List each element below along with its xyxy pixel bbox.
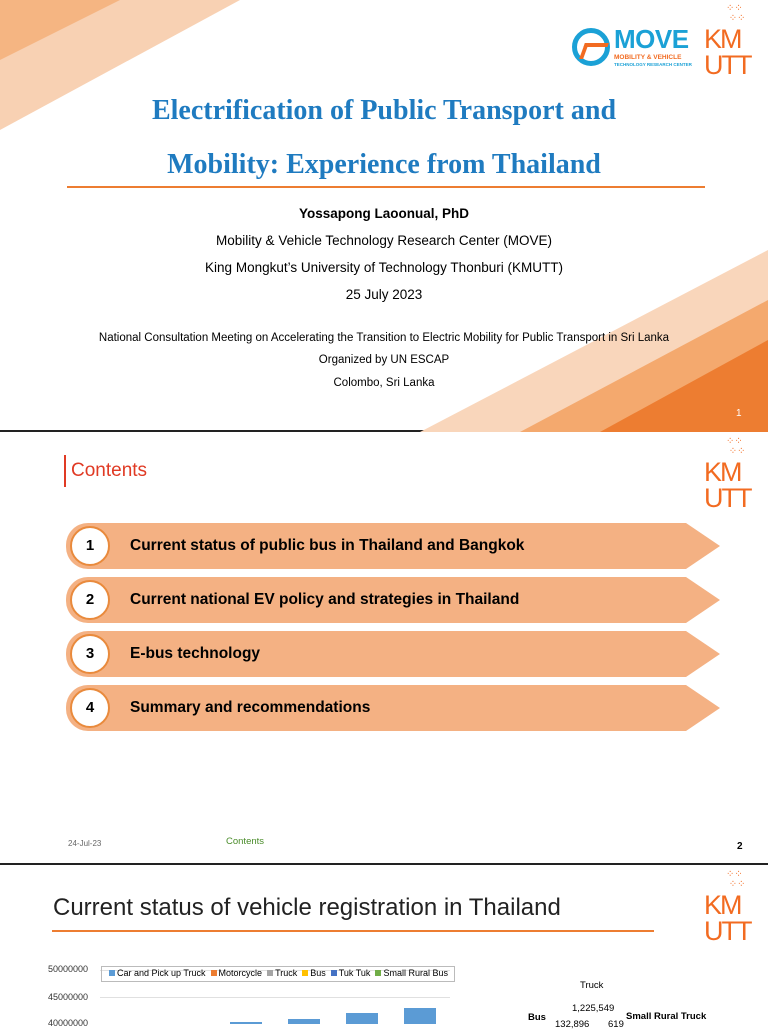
move-logo-subtitle	[614, 54, 692, 68]
title-divider	[67, 186, 705, 188]
item-label: E-bus technology	[130, 645, 261, 662]
y-tick-label: 40000000	[48, 1018, 89, 1028]
chart-legend	[101, 966, 455, 982]
legend-label: Motorcycle	[218, 968, 263, 978]
kmutt-logo-line1: KM	[704, 890, 741, 920]
legend-swatch	[211, 970, 217, 976]
bar-car-and-pickup	[288, 1019, 320, 1024]
vehicle-registration-slide	[0, 866, 768, 1030]
contents-item-1[interactable]	[66, 523, 720, 569]
legend-label: Bus	[310, 968, 326, 978]
item-number-badge: 1	[70, 526, 110, 566]
page-number: 1	[736, 408, 742, 419]
title-divider	[52, 930, 654, 932]
slide-title: Current status of vehicle registration in Thailand	[53, 894, 561, 921]
pie-value-bus: 132,896	[555, 1019, 590, 1030]
kmutt-logo-text	[704, 459, 750, 511]
kmutt-logo-line1: KM	[704, 24, 741, 54]
legend-swatch	[331, 970, 337, 976]
author-name: Yossapong Laoonual, PhD	[298, 206, 469, 221]
item-label: Summary and recommendations	[130, 699, 371, 716]
gridline	[100, 997, 450, 998]
affiliation-kmutt: King Mongkut’s University of Technology Thonburi (KMUTT)	[205, 260, 563, 275]
pie-value-truck: 1,225,549	[572, 1003, 615, 1014]
kmutt-logo-line2: UTT	[704, 916, 751, 946]
presentation-title	[0, 84, 768, 192]
move-logo-mark	[572, 28, 610, 66]
legend-swatch	[302, 970, 308, 976]
bar-car-and-pickup	[404, 1008, 436, 1024]
contents-slide	[0, 433, 768, 865]
affiliation-move: Mobility & Vehicle Technology Research Center (MOVE)	[216, 233, 552, 248]
presentation-date: 25 July 2023	[345, 287, 423, 302]
pie-value-small-rural-truck: 619	[608, 1019, 624, 1030]
item-label: Current national EV policy and strategies in Thailand	[130, 591, 520, 608]
contents-title: Contents	[64, 455, 147, 487]
legend-swatch	[267, 970, 273, 976]
pie-label-bus: Bus	[528, 1012, 546, 1023]
kmutt-logo-line2: UTT	[704, 50, 751, 80]
event-location: Colombo, Sri Lanka	[333, 377, 435, 389]
item-number-badge: 2	[70, 580, 110, 620]
y-tick-label: 45000000	[48, 992, 89, 1002]
pie-label-small-rural-truck: Small Rural Truck	[626, 1011, 707, 1022]
legend-label: Truck	[275, 968, 298, 978]
kmutt-logo-line1: KM	[704, 457, 741, 487]
title-slide	[0, 0, 768, 432]
legend-swatch	[375, 970, 381, 976]
move-logo-sub1: MOBILITY & VEHICLE	[614, 54, 682, 61]
move-logo	[572, 26, 696, 70]
footer-date: 24-Jul-23	[68, 839, 102, 848]
y-tick-label: 50000000	[48, 964, 89, 974]
contents-item-3[interactable]	[66, 631, 720, 677]
move-logo-word: MOVE	[614, 24, 689, 54]
contents-item-4[interactable]	[66, 685, 720, 731]
title-line-2: Mobility: Experience from Thailand	[167, 149, 601, 180]
pie-label-truck: Truck	[580, 980, 604, 991]
item-number-badge: 4	[70, 688, 110, 728]
kmutt-logo-text	[704, 26, 750, 78]
kmutt-logo	[704, 4, 760, 80]
contents-item-2[interactable]	[66, 577, 720, 623]
title-line-1: Electrification of Public Transport and	[151, 95, 617, 126]
kmutt-logo-text	[704, 892, 750, 944]
page-number: 2	[737, 841, 743, 852]
bar-car-and-pickup	[346, 1013, 378, 1024]
kmutt-logo	[704, 870, 760, 946]
legend-label: Small Rural Bus	[383, 968, 448, 978]
organizer: Organized by UN ESCAP	[318, 354, 450, 366]
item-label: Current status of public bus in Thailand and Bangkok	[130, 537, 525, 554]
kmutt-logo-dots: ⁘⁘ ⁘⁘	[726, 869, 746, 890]
legend-label: Car and Pick up Truck	[117, 968, 206, 978]
bar-car-and-pickup	[230, 1022, 262, 1024]
event-name: National Consultation Meeting on Accelerating the Transition to Electric Mobility for Public Transport in Sri Lanka	[98, 332, 670, 344]
item-number-badge: 3	[70, 634, 110, 674]
legend-swatch	[109, 970, 115, 976]
kmutt-logo-dots: ⁘⁘ ⁘⁘	[726, 3, 746, 24]
kmutt-logo	[704, 437, 760, 513]
move-logo-sub2: TECHNOLOGY RESEARCH CENTER	[614, 62, 692, 67]
legend-label: Tuk Tuk	[338, 968, 371, 978]
kmutt-logo-line2: UTT	[704, 483, 751, 513]
kmutt-logo-dots: ⁘⁘ ⁘⁘	[726, 436, 746, 457]
footer-section: Contents	[226, 836, 265, 847]
